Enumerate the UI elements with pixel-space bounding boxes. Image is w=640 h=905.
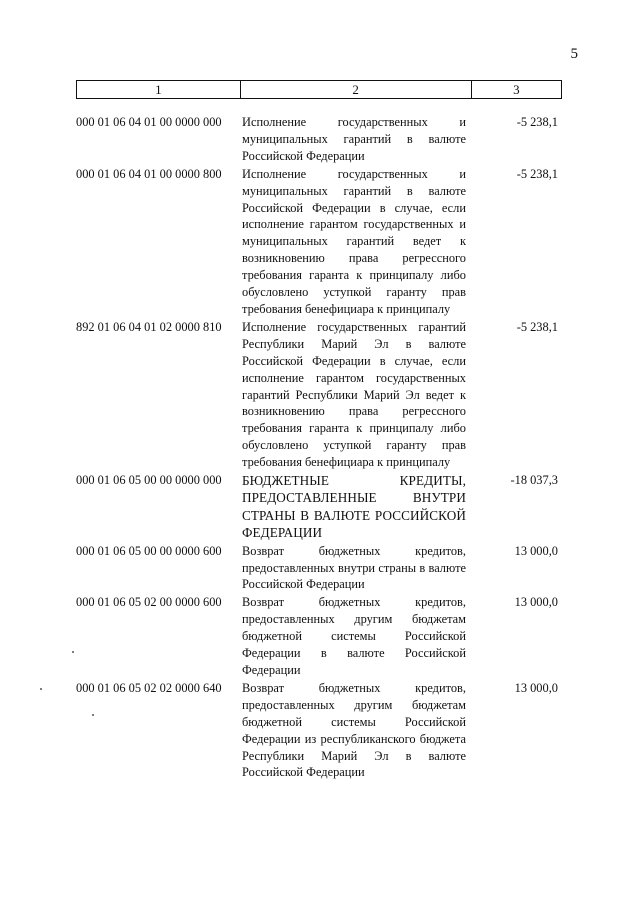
row-description: Возврат бюджетных кредитов, предоставленных внутри страны в валюте Российской Федерации [242,543,466,592]
row-description: Исполнение государственных и муниципальных гарантий в валюте Российской Федерации [242,115,466,163]
table-row [76,680,562,781]
row-code: 000 01 06 04 01 00 0000 800 [76,166,222,181]
row-code: 892 01 06 04 01 02 0000 810 [76,319,222,334]
table-row [76,166,562,318]
row-amount: -5 238,1 [516,319,558,334]
scan-speck [72,651,74,653]
table-row [76,114,562,165]
header-col-2: 2 [240,81,471,99]
row-code: 000 01 06 04 01 00 0000 000 [76,115,222,129]
row-code: 000 01 06 05 02 00 0000 600 [76,595,222,610]
row-amount: -5 238,1 [516,166,558,181]
scan-speck [92,714,94,716]
row-description: Исполнение государственных гарантий Республики Марий Эл в валюте Российской Федерации в случае, если исполнение гарантом государственных гарантий Республики Марий Эл ведет к возникновению права регрессного требования гаранта к принципалу либо обусловлено уступкой гаранту прав требования бенефициара к принципалу [242,319,466,470]
page-number: 5 [570,46,578,62]
table-row [76,543,562,594]
header-col-3: 3 [471,81,561,99]
table-row [76,319,562,471]
table-row [76,472,562,542]
row-amount: 13 000,0 [514,680,558,695]
row-amount: 13 000,0 [514,595,558,610]
table-body [76,114,562,782]
row-code: 000 01 06 05 02 02 0000 640 [76,680,222,695]
row-description: Возврат бюджетных кредитов, предоставленных другим бюджетам бюджетной системы Российской Федерации из республиканского бюджета Республики Марий Эл в валюте Российской Федерации [242,680,466,780]
row-amount: 13 000,0 [514,543,558,558]
table-row [76,594,562,679]
row-description: Возврат бюджетных кредитов, предоставленных другим бюджетам бюджетной системы Российской Федерации в валюте Российской Федерации [242,595,466,677]
row-amount: -18 037,3 [510,473,558,488]
row-code: 000 01 06 05 00 00 0000 600 [76,543,222,558]
row-code: 000 01 06 05 00 00 0000 000 [76,473,222,488]
header-col-1: 1 [77,81,241,99]
table-header [76,80,562,99]
row-amount: -5 238,1 [516,115,558,129]
row-description: Исполнение государственных и муниципальных гарантий в валюте Российской Федерации в случае, если исполнение гарантом государственных и муниципальных гарантий ведет к возникновению права регрессного требования гаранта к принципалу либо обусловлено уступкой гаранту прав требования бенефициара к принципалу [242,166,466,316]
scan-speck [40,688,42,690]
row-description: БЮДЖЕТНЫЕ КРЕДИТЫ, ПРЕДОСТАВЛЕННЫЕ ВНУТРИ СТРАНЫ В ВАЛЮТЕ РОССИЙСКОЙ ФЕДЕРАЦИИ [242,473,466,541]
